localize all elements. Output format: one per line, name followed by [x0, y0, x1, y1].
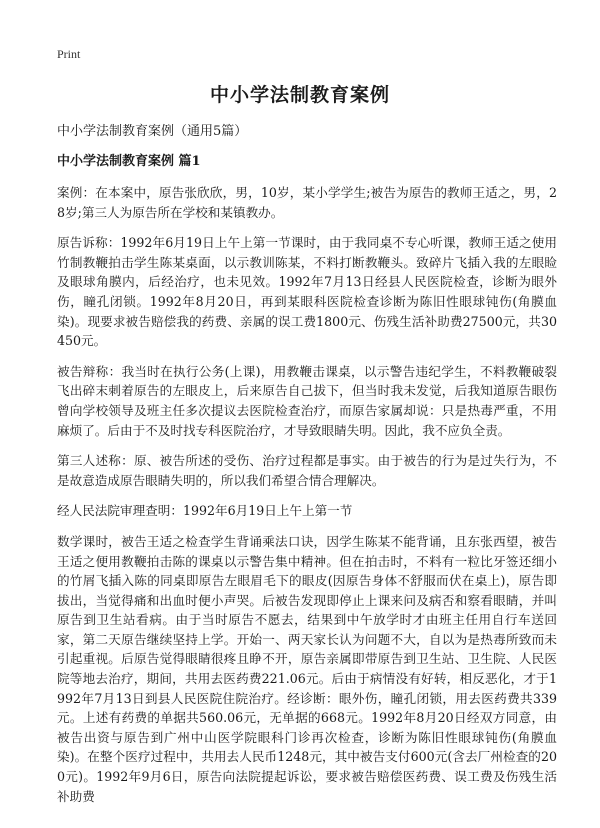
section-heading: 中小学法制教育案例 篇1 — [57, 154, 201, 169]
paragraph-facts: 数学课时，被告王适之检查学生背诵乘法口诀，因学生陈某不能背诵，且东张西望，被告王适之便用教鞭拍击陈的课桌以示警告集中精神。但在拍击时，不料有一粒比牙签还细小的竹屑飞插入陈的同桌即原告左眼眉毛下的眼皮(因原告身体不舒服而伏在桌上)，原告即拔出，当觉得痛和出血时便小声哭。后被告发现即停止上课来问及病否和察看眼睛，并叫原告到卫生站看病。由于当时原告不愿去，结果到中午放学时才由班主任用自行车送回家，第二天原告继续坚持上学。开始一、两天家长认为问题不大，自以为是热毒所致而未引起重视。后原告觉得眼睛很疼且睁不开，原告亲属即带原告到卫生站、卫生院、人民医院等地去治疗，期间，共用去医药费221.06元。后由于病情没有好转，相反恶化，才于1992年7月13日到县人民医院住院治疗。经诊断：眼外伤，瞳孔闭锁，用去医药费共339元。上述有药费的单据共560.06元，无单据的668元。1992年8月20日经双方同意，由被告出资与原告到广州中山医学院眼科门诊再次检查，诊断为陈旧性眼球钝伤(角膜血染)。在整个医疗过程中，共用去人民币1248元，其中被告支付600元(含去厂州检查的200元)。1992年9月6日，原告向法院提起诉讼，要求被告赔偿医药费、误工费及伤残生活补助费 — [57, 533, 557, 804]
paragraph-third-party: 第三人述称：原、被告所述的受伤、治疗过程都是事实。由于被告的行为是过失行为，不是故意造成原告眼睛失明的，所以我们希望合情合理解决。 — [57, 453, 557, 488]
paragraph-plaintiff-claim: 原告诉称：1992年6月19日上午上第一节课时，由于我同桌不专心听课，教师王适之使用竹制教鞭拍击学生陈某桌面，以示教训陈某，不料打断教鞭头。致碎片飞插入我的左眼睑及眼球角膜内，后经治疗，也未见效。1992年7月13日经县人民医院检查，诊断为眼外伤，瞳孔闭锁。1992年8月20日，再到某眼科医院检查诊断为陈旧性眼球钝伤(角膜血染)。现要求被告赔偿我的药费、亲属的误工费1800元、伤残生活补助费27500元，共30450元。 — [57, 235, 557, 349]
paragraph-defendant-defense: 被告辩称：我当时在执行公务(上课)，用教鞭击课桌，以示警告违纪学生，不料教鞭破裂飞出碎末刺着原告的左眼皮上，后来原告自己拔下，但当时我未发觉，后我知道原告眼伤曾向学校领导及班主任多次提议去医院检查治疗，而原告家属却说：只是热毒严重，不用麻烦了。后由于不及时找专科医院治疗，才导致眼睛失明。因此，我不应负全责。 — [57, 363, 557, 438]
document-subtitle: 中小学法制教育案例（通用5篇） — [57, 124, 248, 139]
document-body — [57, 122, 557, 817]
paragraph-case: 案例：在本案中，原告张欣欣，男，10岁，某小学学生;被告为原告的教师王适之，男，28岁;第三人为原告所在学校和某镇教办。 — [57, 185, 557, 220]
paragraph-court-findings: 经人民法院审理查明：1992年6月19日上午上第一节 — [57, 503, 353, 519]
page-title: 中小学法制教育案例 — [209, 84, 390, 106]
print-link[interactable]: Print — [57, 47, 81, 61]
